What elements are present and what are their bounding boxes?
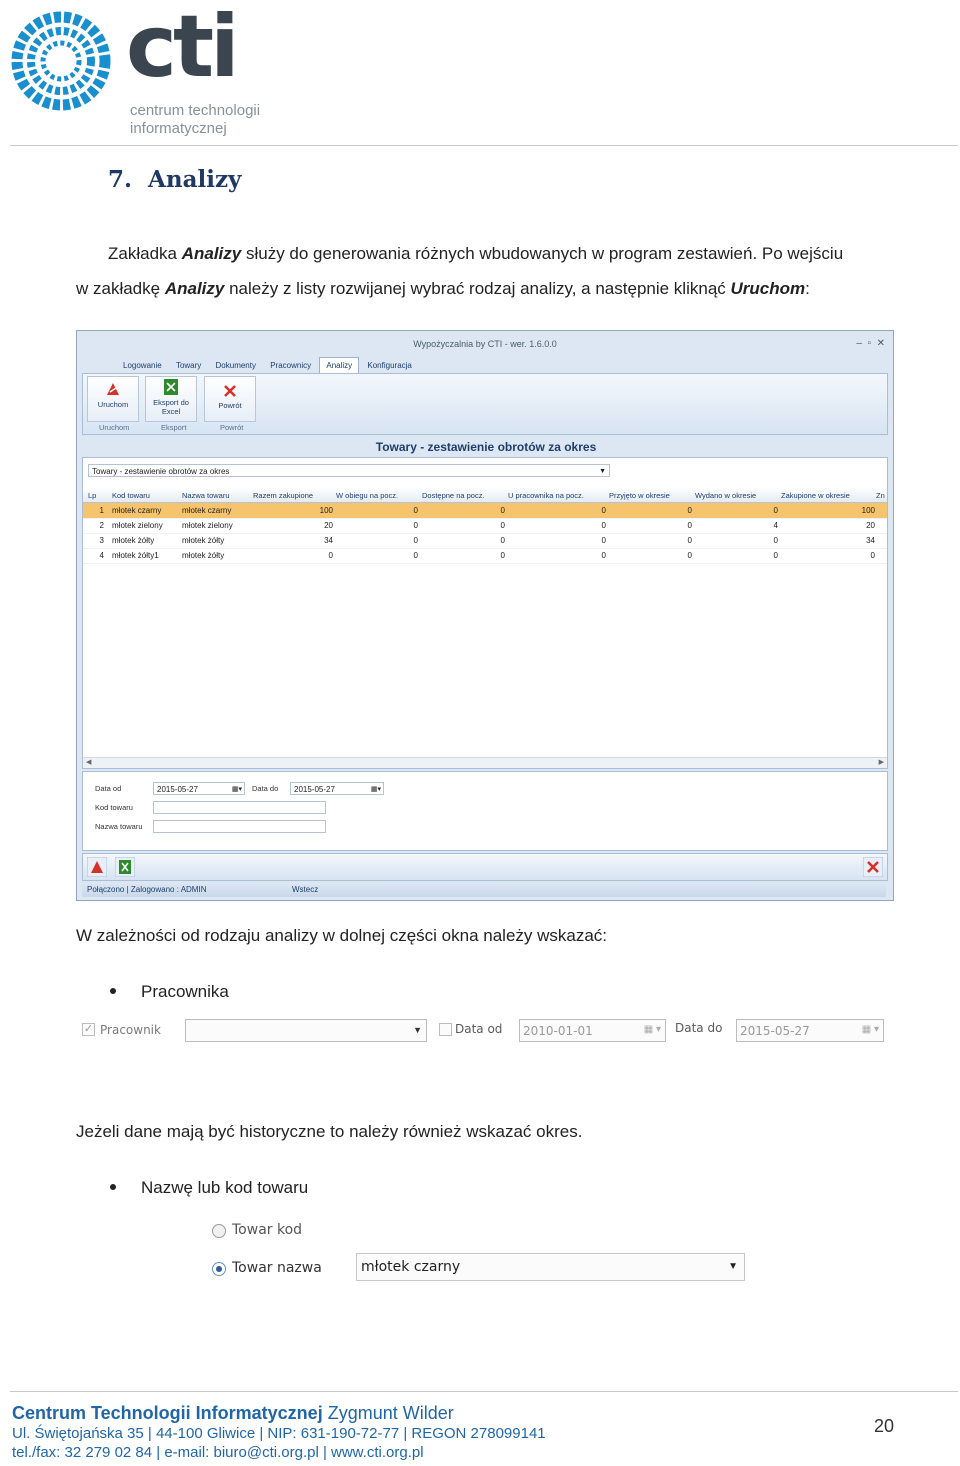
table-cell: 0 <box>601 506 606 515</box>
col-available[interactable]: Dostępne na pocz. <box>422 491 485 500</box>
footer <box>12 1402 612 1462</box>
intro-text: Zakładka <box>108 244 182 263</box>
table-cell: młotek żółty <box>182 536 225 545</box>
intro-emphasis: Analizy <box>164 279 225 298</box>
table-cell: 0 <box>500 536 505 545</box>
table-cell: 0 <box>413 521 418 530</box>
table-cell: 1 <box>99 506 104 515</box>
date-to-field[interactable] <box>736 1019 884 1042</box>
bullet-product: Nazwę lub kod towaru <box>141 1178 309 1197</box>
date-from-value: 2015-05-27 <box>157 785 198 794</box>
table-cell: 0 <box>601 536 606 545</box>
table-cell: 0 <box>413 536 418 545</box>
date-from-field[interactable] <box>153 782 245 795</box>
table-cell: 20 <box>866 521 875 530</box>
app-tabs <box>117 357 877 373</box>
excel-icon <box>163 378 179 396</box>
employee-filter-strip <box>78 1017 888 1045</box>
radio-product-name-label: Towar nazwa <box>232 1260 322 1276</box>
ribbon-group-back: Powrót <box>220 423 244 432</box>
tab-logowanie[interactable]: Logowanie <box>123 361 162 370</box>
table-cell: 0 <box>413 551 418 560</box>
close-icon <box>222 383 238 399</box>
app-title: Wypożyczalnia by CTI - wer. 1.6.0.0 <box>413 339 557 349</box>
table-cell: młotek zielony <box>182 521 233 530</box>
date-to-value: 2015-05-27 <box>740 1024 810 1038</box>
tab-analizy[interactable]: Analizy <box>319 357 359 374</box>
logo <box>10 0 270 138</box>
paragraph-3: Jeżeli dane mają być historyczne to należy również wskazać okres. <box>76 1122 583 1141</box>
table-cell: 0 <box>328 551 333 560</box>
product-select[interactable] <box>356 1253 745 1281</box>
ribbon <box>82 373 888 435</box>
date-to-label: Data do <box>675 1021 723 1035</box>
table-cell: 0 <box>773 551 778 560</box>
date-from-value: 2010-01-01 <box>523 1024 593 1038</box>
export-excel-button[interactable] <box>145 376 197 422</box>
table-cell: 34 <box>866 536 875 545</box>
date-to-label: Data do <box>252 784 279 793</box>
date-from-checkbox[interactable] <box>439 1023 452 1036</box>
close-icon[interactable] <box>863 857 883 877</box>
chevron-down-icon: ▼ <box>599 468 606 475</box>
filter-panel <box>82 771 888 851</box>
header-divider <box>10 145 958 146</box>
table-cell: 0 <box>687 521 692 530</box>
run-icon[interactable] <box>87 857 107 877</box>
calendar-icon: ▦ ▾ <box>643 1024 661 1035</box>
table-cell: 0 <box>500 521 505 530</box>
table-cell: 0 <box>601 521 606 530</box>
status-back[interactable]: Wstecz <box>292 885 319 894</box>
bullet-marker <box>110 1184 116 1190</box>
run-button-label: Uruchom <box>97 400 129 409</box>
table-cell: 2 <box>99 521 104 530</box>
product-filter-strip <box>200 1216 760 1286</box>
footer-divider <box>10 1391 958 1392</box>
run-icon <box>104 380 122 398</box>
section-heading <box>108 166 241 193</box>
paragraph-2: W zależności od rodzaju analizy w dolnej części okna należy wskazać: <box>76 926 608 945</box>
table-cell: 3 <box>99 536 104 545</box>
radio-product-code-label: Towar kod <box>232 1222 303 1238</box>
col-zn[interactable]: Zn <box>876 491 885 500</box>
product-code-field[interactable] <box>153 801 326 814</box>
status-connection: Połączono | Zalogowano : ADMIN <box>87 885 207 894</box>
table-cell: 0 <box>601 551 606 560</box>
table-cell: 0 <box>773 506 778 515</box>
tab-dokumenty[interactable]: Dokumenty <box>215 361 256 370</box>
table-cell: 0 <box>413 506 418 515</box>
page-number: 20 <box>874 1416 895 1436</box>
table-cell: 20 <box>324 521 333 530</box>
table-cell: 0 <box>687 551 692 560</box>
scroll-right-icon[interactable]: ▶ <box>878 759 884 766</box>
table-row[interactable] <box>83 533 887 549</box>
table-cell: 0 <box>687 506 692 515</box>
employee-label: Pracownik <box>100 1023 161 1037</box>
intro-paragraph <box>76 236 916 306</box>
intro-text: : <box>805 279 810 298</box>
table-cell: 0 <box>687 536 692 545</box>
back-button-label: Powrót <box>218 401 242 410</box>
logo-emblem-icon <box>10 10 112 112</box>
table-row[interactable] <box>83 518 887 534</box>
section-number: 7. <box>108 166 133 193</box>
data-grid <box>83 488 887 748</box>
employee-checkbox[interactable]: ✓ <box>83 1023 94 1035</box>
table-cell: 4 <box>773 521 778 530</box>
back-button[interactable] <box>204 376 256 422</box>
report-title: Towary - zestawienie obrotów za okres <box>375 440 597 454</box>
col-issued[interactable]: Wydano w okresie <box>695 491 757 500</box>
window-controls[interactable]: – ▫ ✕ <box>856 338 885 349</box>
scroll-left-icon[interactable]: ◀ <box>86 759 92 766</box>
footer-company <box>12 1402 612 1424</box>
status-bar <box>82 884 886 897</box>
intro-emphasis: Uruchom <box>730 279 806 298</box>
table-cell: 4 <box>99 551 104 560</box>
grid-body <box>83 503 887 743</box>
col-code[interactable]: Kod towaru <box>112 491 150 500</box>
grid-header <box>83 488 887 503</box>
analysis-type-select[interactable] <box>88 464 610 477</box>
bottom-toolbar <box>82 853 888 881</box>
table-cell: młotek czarny <box>112 506 162 515</box>
col-total[interactable]: Razem zakupione <box>253 491 314 500</box>
tab-pracownicy[interactable]: Pracownicy <box>270 361 312 370</box>
analysis-type-value: Towary - zestawienie obrotów za okres <box>92 467 230 476</box>
table-cell: młotek żółty <box>112 536 155 545</box>
table-cell: młotek żółty1 <box>112 551 159 560</box>
col-lp[interactable]: Lp <box>88 491 97 500</box>
date-from-label: Data od <box>455 1022 503 1036</box>
footer-address: Ul. Świętojańska 35 | 44-100 Gliwice | NIP: 631-190-72-77 | REGON 278099141 <box>12 1425 546 1442</box>
calendar-icon: ▦▾ <box>231 786 242 793</box>
section-title: Analizy <box>148 166 242 193</box>
table-cell: 34 <box>324 536 333 545</box>
chevron-down-icon: ▼ <box>413 1025 422 1035</box>
excel-icon[interactable] <box>115 857 135 877</box>
tab-towary[interactable]: Towary <box>175 361 202 370</box>
table-cell: 0 <box>500 506 505 515</box>
horizontal-scrollbar[interactable] <box>83 757 887 768</box>
radio-product-code[interactable] <box>212 1224 226 1238</box>
table-cell: młotek zielony <box>112 521 163 530</box>
logo-subtitle-2: informatycznej <box>130 120 227 137</box>
bullet-employee: Pracownika <box>141 982 229 1001</box>
product-name-field[interactable] <box>153 820 326 833</box>
app-title-bar <box>77 331 893 357</box>
footer-contact: tel./fax: 32 279 02 84 | e-mail: biuro@cti.org.pl | www.cti.org.pl <box>12 1444 424 1461</box>
col-received[interactable]: Przyjęto w okresie <box>609 491 670 500</box>
table-cell: młotek żółty <box>182 551 225 560</box>
table-cell: 0 <box>500 551 505 560</box>
logo-wordmark: cti <box>126 0 236 97</box>
calendar-icon: ▦ ▾ <box>861 1024 879 1035</box>
col-at-employee[interactable]: U pracownika na pocz. <box>508 491 584 500</box>
footer-company-name: Centrum Technologii Informatycznej <box>12 1403 323 1423</box>
intro-text: w zakładkę <box>76 279 165 298</box>
run-button[interactable] <box>87 376 139 422</box>
date-to-field[interactable] <box>290 782 384 795</box>
ribbon-group-export: Eksport <box>161 423 187 432</box>
radio-product-name[interactable] <box>212 1262 226 1276</box>
table-cell: 0 <box>773 536 778 545</box>
table-row[interactable] <box>83 548 887 564</box>
intro-text: służy do generowania różnych wbudowanych w program zestawień. Po wejściu <box>241 244 844 263</box>
ribbon-group-run: Uruchom <box>99 423 130 432</box>
tab-konfiguracja[interactable]: Konfiguracja <box>367 361 412 370</box>
table-cell: 0 <box>870 551 875 560</box>
employee-select[interactable] <box>185 1019 427 1042</box>
logo-subtitle-1: centrum technologii <box>130 102 261 119</box>
radio-dot <box>216 1266 222 1272</box>
date-from-label: Data od <box>95 784 122 793</box>
product-name-label: Nazwa towaru <box>95 822 143 831</box>
date-from-field[interactable] <box>519 1019 666 1042</box>
col-circulation[interactable]: W obiegu na pocz. <box>336 491 399 500</box>
table-row[interactable] <box>83 503 887 519</box>
chevron-down-icon: ▼ <box>728 1261 738 1272</box>
date-to-value: 2015-05-27 <box>294 785 335 794</box>
app-window <box>76 330 894 901</box>
product-select-value: młotek czarny <box>361 1259 461 1275</box>
table-cell: młotek czarny <box>182 506 232 515</box>
bullet-marker <box>110 988 116 994</box>
col-purchased[interactable]: Zakupione w okresie <box>781 491 850 500</box>
intro-text: należy z listy rozwijanej wybrać rodzaj analizy, a następnie kliknąć <box>224 279 731 298</box>
intro-emphasis: Analizy <box>181 244 242 263</box>
export-label-2: Excel <box>161 407 181 416</box>
table-cell: 100 <box>861 506 875 515</box>
footer-company-owner: Zygmunt Wilder <box>322 1403 454 1423</box>
report-panel <box>82 457 888 769</box>
export-label-1: Eksport do <box>153 398 189 407</box>
calendar-icon: ▦▾ <box>370 786 381 793</box>
table-cell: 100 <box>319 506 333 515</box>
col-name[interactable]: Nazwa towaru <box>182 491 230 500</box>
product-code-label: Kod towaru <box>95 803 133 812</box>
